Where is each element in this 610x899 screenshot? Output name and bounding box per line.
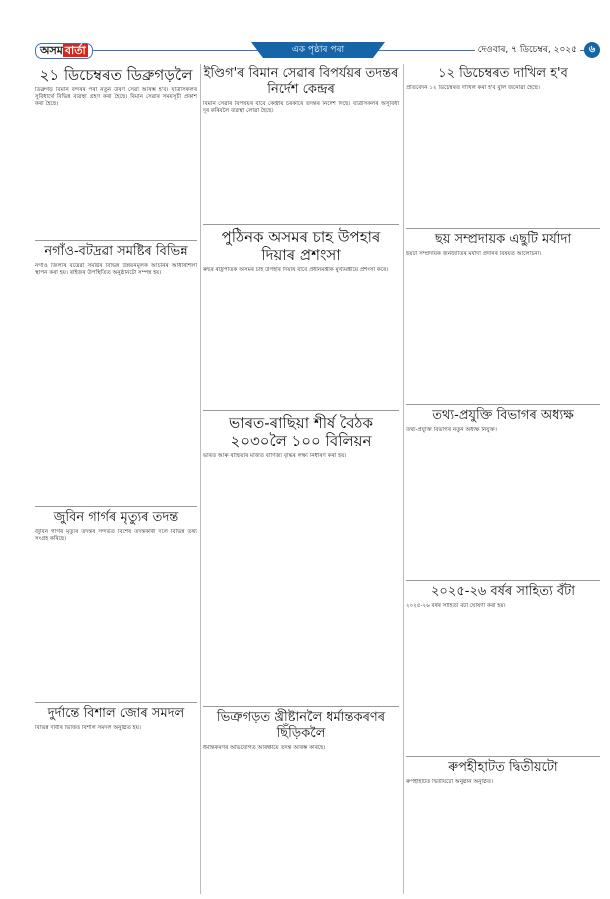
article-body: প্ৰতিবেদন ১২ ডিচেম্বৰত দাখিল কৰা হ'ব বুলি জনোৱা হৈছে। xyxy=(406,85,540,91)
article xyxy=(35,706,197,825)
divider xyxy=(35,506,197,507)
article xyxy=(203,64,399,221)
article xyxy=(203,414,399,703)
article xyxy=(35,244,197,503)
logo-text-2: বাৰ্তা xyxy=(64,44,86,57)
headline: নগাঁও-বটদ্ৰৱা সমষ্টিৰ বিভিন্ন xyxy=(44,244,188,259)
page-number: ৬ xyxy=(584,42,600,58)
article-body: ধৰ্মান্তকৰণৰ অভিযোগত আৰক্ষীয়ে তদন্ত আৰম্ভ কৰিছে। xyxy=(203,745,326,751)
headline: ভিত্ৰুগড়ত খ্ৰীষ্টানলৈ ধৰ্মান্তকৰণৰ ছিঁড়িকলৈ xyxy=(216,710,386,741)
article xyxy=(35,66,197,237)
article-body: বিভিন্ন দাবীৰ ভিত্তিত বিশাল সমদল অনুষ্ঠিত হয়। xyxy=(35,725,141,731)
dateline: দেওবাৰ, ৭ ডিচেম্বৰ, ২০২৫ xyxy=(475,43,580,57)
article-body: ডিব্ৰুগড় বিমান বন্দৰৰ পৰা নতুন উৰণ সেৱা আৰম্ভ হ'ব। যাত্ৰীসকলৰ সুবিধাৰ্থে বিভিন্ন ব্যৱস্থা গ্ৰহণ কৰা হৈছে। বিমান সেৱাৰ সময়সূচী প্ৰকাশ কৰা হৈছে। xyxy=(35,87,197,108)
article xyxy=(406,760,600,859)
article-body: বিমান সেৱাৰ বিপৰ্যয়ৰ বাবে কেন্দ্ৰীয় চৰকাৰে তদন্তৰ নিৰ্দেশ দিছে। যাত্ৰীসকলৰ অসুবিধা দূৰ কৰিবলৈ ব্যৱস্থা লোৱা হৈছে। xyxy=(203,101,399,115)
divider xyxy=(35,702,197,703)
logo-text-1: অসম xyxy=(40,44,63,57)
column-divider xyxy=(200,64,201,894)
article-body: ৰুছৰ ৰাষ্ট্ৰপতিক অসমৰ চাহ উপহাৰ দিয়াৰ বাবে প্ৰধানমন্ত্ৰীক মুখ্যমন্ত্ৰীয়ে প্ৰশংসা কৰে। xyxy=(203,267,389,273)
article-body: তথ্য-প্ৰযুক্তি বিভাগৰ নতুন অধ্যক্ষ নিযুক্ত। xyxy=(406,427,497,433)
divider xyxy=(406,228,600,229)
divider xyxy=(406,404,600,405)
column-divider xyxy=(403,64,404,894)
divider xyxy=(406,580,600,581)
article-body: জুবিন গাৰ্গৰ মৃত্যুৰ তদন্তৰ সন্দৰ্ভত বিশেষ তদন্তকাৰী দলে বিভিন্ন তথ্য সংগ্ৰহ কৰিছে। xyxy=(35,529,197,543)
divider xyxy=(203,410,399,411)
article xyxy=(406,584,600,753)
headline: ২০২৫-২৬ বৰ্ষৰ সাহিত্য বঁটা xyxy=(430,584,576,599)
article xyxy=(406,232,600,401)
article xyxy=(35,510,197,699)
headline: জুবিন গাৰ্গৰ মৃত্যুৰ তদন্ত xyxy=(53,510,179,525)
article xyxy=(406,66,600,225)
section-tab: এক পৃষ্ঠাৰ পৰা xyxy=(263,42,373,58)
headline: ৰুপহীহাটত দ্বিতীয়টো xyxy=(448,760,558,775)
column-middle xyxy=(203,64,399,845)
divider xyxy=(35,240,197,241)
article-body: নগাঁও জিলাৰ বটদ্ৰৱা সমষ্টিৰ বিভিন্ন উন্নয়নমূলক আঁচনিৰ আধাৰশিলা স্থাপন কৰা হয়। ৰাইজৰ উপস্থিতিত অনুষ্ঠানটো সম্পন্ন হয়। xyxy=(35,263,197,277)
divider xyxy=(203,706,399,707)
column-left xyxy=(35,64,197,825)
headline: ভাৰত-ৰাছিয়া শীৰ্ষ বৈঠক ২০৩০লৈ ১০০ বিলিয়ন xyxy=(229,414,373,450)
headline: ছয় সম্প্ৰদায়ক এছুটি মৰ্যাদা xyxy=(434,232,572,247)
article-body: ভাৰত আৰু ৰাছিয়াৰ মাজত বাণিজ্য বৃদ্ধিৰ লক্ষ্য নিৰ্ধাৰণ কৰা হয়। xyxy=(203,453,347,459)
column-right xyxy=(406,64,600,859)
headline: দুৰ্দান্তে বিশাল জোৰ সমদল xyxy=(47,706,185,721)
article-body: ছয়টা সম্প্ৰদায়ক জনজাতিৰ মৰ্যাদা প্ৰদানৰ বিষয়ত আলোচনা। xyxy=(406,251,542,257)
article-body: ২০২৫-২৬ বৰ্ষৰ সাহিত্য বঁটা ঘোষণা কৰা হয়। xyxy=(406,603,506,609)
article xyxy=(406,408,600,577)
masthead xyxy=(35,43,600,59)
newspaper-logo xyxy=(35,43,93,59)
headline: ২১ ডিচেম্বৰত ডিব্ৰুগড়লৈ xyxy=(39,66,193,84)
divider xyxy=(203,224,399,225)
divider xyxy=(406,756,600,757)
article xyxy=(203,228,399,407)
headline: ইণ্ডিগ'ৰ বিমান সেৱাৰ বিপৰ্যয়ৰ তদন্তৰ নিৰ্দেশ কেন্দ্ৰৰ xyxy=(203,66,399,97)
headline: ১২ ডিচেম্বৰত দাখিল হ'ব xyxy=(438,66,568,81)
headline: তথ্য-প্ৰযুক্তি বিভাগৰ অধ্যক্ষ xyxy=(432,408,574,423)
article-body: ৰুপহীহাটত দ্বিতীয়টো অনুষ্ঠান অনুষ্ঠিত। xyxy=(406,779,494,785)
headline: পুঠিনক অসমৰ চাহ উপহাৰ দিয়াৰ প্ৰশংসা xyxy=(221,228,381,264)
article xyxy=(203,710,399,845)
